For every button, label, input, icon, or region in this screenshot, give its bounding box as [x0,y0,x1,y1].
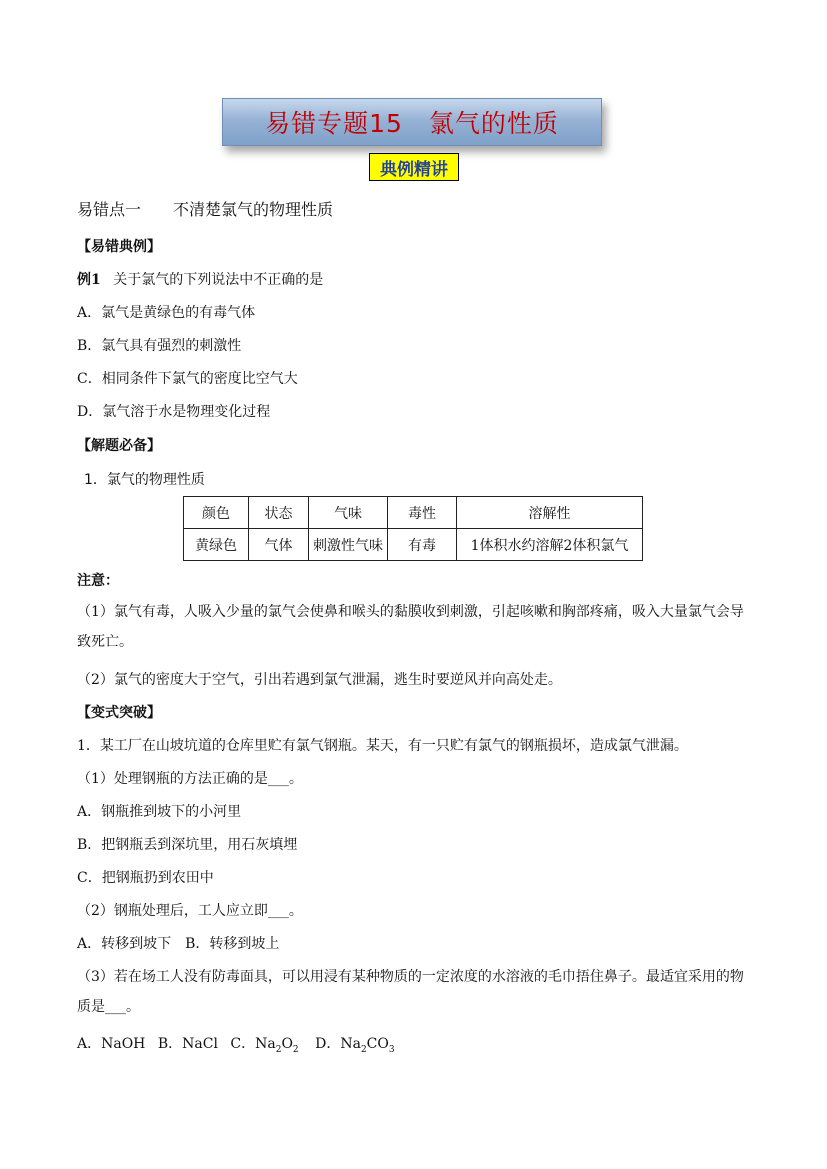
q1-3-option-d [315,1036,395,1055]
item-physical-properties: 1．氯气的物理性质 [84,472,205,488]
note-1: （1）氯气有毒，人吸入少量的氯气会使鼻和喉头的黏膜收到刺激，引起咳嗽和胸部疼痛，吸入大量氯气会导致死亡。 [77,604,744,650]
formula-subscript: 2 [275,1044,282,1055]
q1-1-option-b: B．把钢瓶丢到深坑里，用石灰填埋 [77,837,298,853]
formula-subscript: 3 [388,1044,395,1055]
option-c: C．相同条件下氯气的密度比空气大 [77,371,298,387]
table-cell: 气体 [249,529,309,561]
table-header-cell: 状态 [249,497,309,529]
formula-text: O [281,1036,293,1052]
properties-table [183,496,643,561]
note-2: （2）氯气的密度大于空气，引出若遇到氯气泄漏，逃生时要逆风并向高处走。 [77,672,562,688]
title-banner [222,98,602,146]
question-1-part-3: （3）若在场工人没有防毒面具，可以用浸有某种物质的一定浓度的水溶液的毛巾捂住鼻子。最适宜采用的物质是___。 [77,969,744,1015]
table-header-cell: 溶解性 [457,497,643,529]
table-cell: 黄绿色 [184,529,249,561]
example-question-text: 关于氯气的下列说法中不正确的是 [113,272,324,288]
tag-example: 【易错典例】 [77,239,161,255]
table-cell: 刺激性气味 [309,529,388,561]
section-badge: 典例精讲 [369,153,459,181]
error-point-heading: 易错点一 不清楚氯气的物理性质 [77,200,334,219]
q1-3-options [77,1034,395,1060]
formula-subscript: 2 [360,1044,367,1055]
q1-1-option-c: C．把钢瓶扔到农田中 [77,870,214,886]
tag-variant: 【变式突破】 [77,705,161,721]
table-cell: 有毒 [388,529,457,561]
tag-essential: 【解题必备】 [77,438,161,454]
note-label: 注意： [77,573,119,589]
formula-text: D．Na [315,1036,361,1052]
table-header-cell: 气味 [309,497,388,529]
question-1-part-2: （2）钢瓶处理后，工人应立即___。 [77,903,303,919]
example-label: 例1 [77,272,101,288]
question-1: 1．某工厂在山坡坑道的仓库里贮有氯气钢瓶。某天，有一只贮有氯气的钢瓶损坏，造成氯气泄漏。 [77,738,688,754]
page-title: 易错专题15 氯气的性质 [265,109,559,138]
q1-3-option-a: A．NaOH [77,1036,146,1052]
table-header-cell: 颜色 [184,497,249,529]
formula-text: C．Na [230,1036,276,1052]
option-b: B．氯气具有强烈的刺激性 [77,338,242,354]
example-question [77,270,323,290]
q1-3-option-b: B．NaCl [157,1036,218,1052]
table-row [184,529,643,561]
q1-3-option-c [230,1036,299,1055]
formula-text: CO [366,1036,389,1052]
table-header-row [184,497,643,529]
table-header-cell: 毒性 [388,497,457,529]
q1-1-option-a: A．钢瓶推到坡下的小河里 [77,804,242,820]
option-a: A．氯气是黄绿色的有毒气体 [77,305,256,321]
option-d: D．氯气溶于水是物理变化过程 [77,404,271,420]
q1-2-options: A．转移到坡下 B．转移到坡上 [77,936,280,952]
formula-subscript: 2 [292,1044,299,1055]
table-cell: 1体积水约溶解2体积氯气 [457,529,643,561]
question-1-part-1: （1）处理钢瓶的方法正确的是___。 [77,771,303,787]
